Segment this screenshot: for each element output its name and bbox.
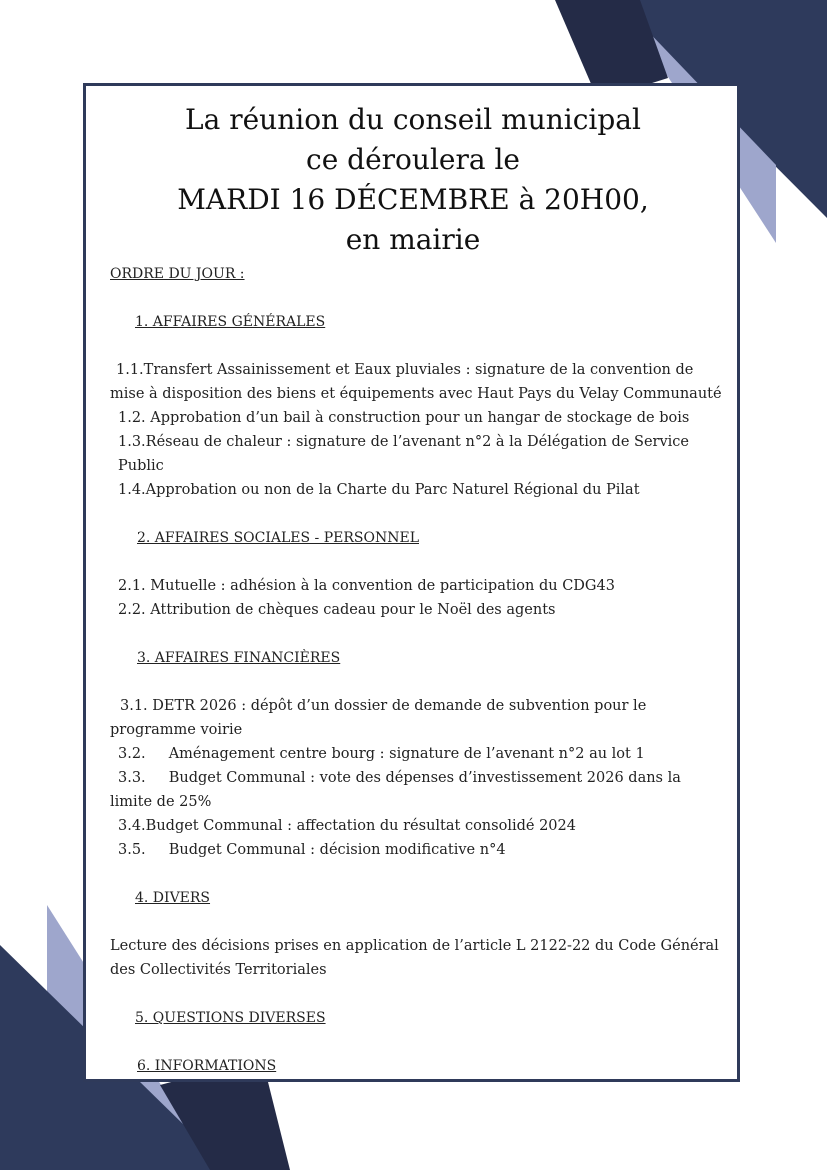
agenda bbox=[110, 262, 722, 1078]
section-items bbox=[110, 358, 722, 502]
section-heading: 1. AFFAIRES GÉNÉRALES bbox=[135, 314, 326, 330]
section-heading: 2. AFFAIRES SOCIALES - PERSONNEL bbox=[137, 530, 419, 546]
agenda-item: 1.1.Transfert Assainissement et Eaux pluviales : signature de la convention de mise à disposition des biens et équipements avec Haut Pays du Velay Communauté bbox=[110, 362, 722, 402]
agenda-item: 2.1. Mutuelle : adhésion à la convention de participation du CDG43 bbox=[118, 578, 615, 594]
agenda-item: 3.3. Budget Communal : vote des dépenses d’investissement 2026 dans la limite de 25% bbox=[110, 770, 686, 810]
agenda-item: 2.2. Attribution de chèques cadeau pour le Noël des agents bbox=[118, 602, 556, 618]
section-items bbox=[110, 934, 722, 982]
agenda-item: 1.3.Réseau de chaleur : signature de l’avenant n°2 à la Délégation de Service Public bbox=[118, 434, 689, 474]
title-line: en mairie bbox=[345, 223, 481, 256]
section-heading: 5. QUESTIONS DIVERSES bbox=[135, 1010, 326, 1026]
title-line: ce déroulera le bbox=[306, 143, 520, 176]
section-items bbox=[110, 694, 722, 862]
section-heading: 3. AFFAIRES FINANCIÈRES bbox=[137, 650, 341, 666]
page-title bbox=[83, 100, 743, 260]
agenda-item: Lecture des décisions prises en application de l’article L 2122-22 du Code Général des Collectivités Territoriales bbox=[110, 938, 719, 978]
agenda-item: 3.1. DETR 2026 : dépôt d’un dossier de demande de subvention pour le programme voirie bbox=[110, 698, 647, 738]
title-line: La réunion du conseil municipal bbox=[185, 103, 641, 136]
agenda-item: 3.5. Budget Communal : décision modificative n°4 bbox=[118, 842, 506, 858]
agenda-item: 1.4.Approbation ou non de la Charte du Parc Naturel Régional du Pilat bbox=[118, 482, 640, 498]
section-items bbox=[110, 574, 722, 622]
agenda-item: 3.4.Budget Communal : affectation du résultat consolidé 2024 bbox=[118, 818, 576, 834]
section-heading: 6. INFORMATIONS bbox=[137, 1058, 277, 1074]
agenda-item: 1.2. Approbation d’un bail à construction pour un hangar de stockage de bois bbox=[118, 410, 690, 426]
agenda-item: 3.2. Aménagement centre bourg : signature de l’avenant n°2 au lot 1 bbox=[118, 746, 645, 762]
section-heading: 4. DIVERS bbox=[135, 890, 211, 906]
title-line: MARDI 16 DÉCEMBRE à 20H00, bbox=[177, 183, 649, 216]
agenda-heading: ORDRE DU JOUR : bbox=[110, 266, 245, 282]
